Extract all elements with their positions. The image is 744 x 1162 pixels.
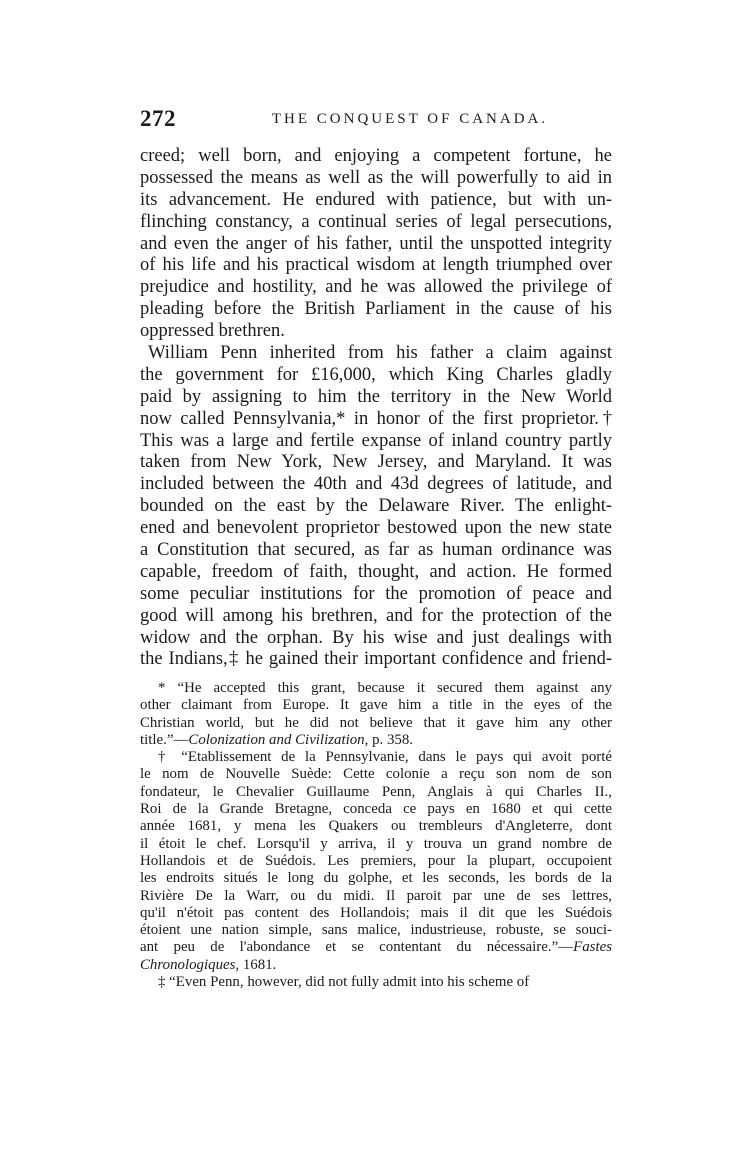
footnotes (140, 680, 612, 991)
body-line: included between the 40th and 43d degrees of latitude, and (140, 474, 612, 495)
body-line: the government for £16,000, which King Charles gladly (140, 364, 612, 385)
body-line: of his life and his practical wisdom at length triumphed over (140, 255, 612, 276)
footnote-line: le nom de Nouvelle Suède: Cette colonie a reçu son nom de son (140, 766, 612, 783)
footnote-text: p. 358. (368, 731, 414, 748)
footnote-text: ant peu de l'abondance et se contentant du nécessaire.”— (140, 939, 574, 956)
body-line: This was a large and fertile expanse of inland country partly (140, 430, 612, 451)
body-line: its advancement. He endured with patience, but with un- (140, 189, 612, 210)
running-title: THE CONQUEST OF CANADA. (271, 111, 549, 127)
footnote-line: il étoit le chef. Lorsqu'il y arriva, il y trouva un grand nombre de (140, 835, 612, 852)
body-line: pleading before the British Parliament in the cause of his (140, 299, 612, 320)
body-line: William Penn inherited from his father a claim against (148, 343, 612, 364)
footnote-citation: Fastes (573, 939, 612, 956)
footnote-line: † “Etablissement de la Pennsylvanie, dans le pays qui avoit porté (158, 749, 612, 766)
body-line: prejudice and hostility, and he was allowed the privilege of (140, 277, 612, 298)
footnote-line: étoient une nation simple, sans malice, industrieuse, robuste, se souci- (140, 922, 612, 939)
body-line: the Indians,‡ he gained their important confidence and friend- (140, 649, 612, 670)
footnote-line: année 1681, y mena les Quakers ou trembleurs d'Angleterre, dont (140, 818, 612, 835)
footnote-line: fondateur, le Chevalier Guillaume Penn, Anglais à qui Charles II., (140, 783, 612, 800)
footnote-line (140, 957, 612, 974)
body-line: oppressed brethren. (140, 321, 285, 342)
body-line: bounded on the east by the Delaware River. The enlight- (140, 496, 612, 517)
footnote-line: ‡ “Even Penn, however, did not fully admit into his scheme of (158, 974, 530, 991)
footnote-line: Christian world, but he did not believe that it gave him any other (140, 714, 612, 731)
footnote-line: Rivière De la Warr, ou du midi. Il paroit par une de ses lettres, (140, 887, 612, 904)
body-line: flinching constancy, a continual series of legal persecutions, (140, 211, 612, 232)
body-line: ened and benevolent proprietor bestowed upon the new state (140, 518, 612, 539)
body-line: now called Pennsylvania,* in honor of the first proprietor.† (140, 408, 612, 429)
body-line: widow and the orphan. By his wise and just dealings with (140, 627, 612, 648)
footnote-citation: Chronologiques, (140, 956, 240, 973)
running-head (140, 106, 612, 136)
footnote-line (140, 939, 612, 956)
footnote-line (140, 732, 612, 749)
footnote-line: Hollandois et de Suédois. Les premiers, pour la plupart, occupoient (140, 852, 612, 869)
body-line: possessed the means as well as the will powerfully to aid in (140, 167, 612, 188)
footnote-line: Roi de la Grande Bretagne, conceda ce pays en 1680 et qui cette (140, 801, 612, 818)
body-line: and even the anger of his father, until the unspotted integrity (140, 233, 612, 254)
footnote-line: les endroits situés le long du golphe, et les seconds, les bords de la (140, 870, 612, 887)
body-line: creed; well born, and enjoying a competent fortune, he (140, 146, 612, 166)
footnote-text: 1681. (239, 956, 277, 973)
footnote-line: qu'il n'étoit pas content des Hollandois; mais il dit que les Suédois (140, 904, 612, 921)
body-line: taken from New York, New Jersey, and Maryland. It was (140, 452, 612, 473)
footnote-text: title.”— (140, 731, 189, 748)
body-line: capable, freedom of faith, thought, and action. He formed (140, 561, 612, 582)
footnote-citation: Colonization and Civilization, (188, 731, 369, 748)
body-line: some peculiar institutions for the promotion of peace and (140, 583, 612, 604)
body-line: paid by assigning to him the territory in the New World (140, 386, 612, 407)
footnote-line: * “He accepted this grant, because it secured them against any (158, 680, 612, 696)
body-text (140, 146, 612, 671)
page-number: 272 (140, 106, 176, 131)
body-line: a Constitution that secured, as far as human ordinance was (140, 540, 612, 561)
footnote-line: other claimant from Europe. It gave him a title in the eyes of the (140, 697, 612, 714)
body-line: good will among his brethren, and for the protection of the (140, 605, 612, 626)
